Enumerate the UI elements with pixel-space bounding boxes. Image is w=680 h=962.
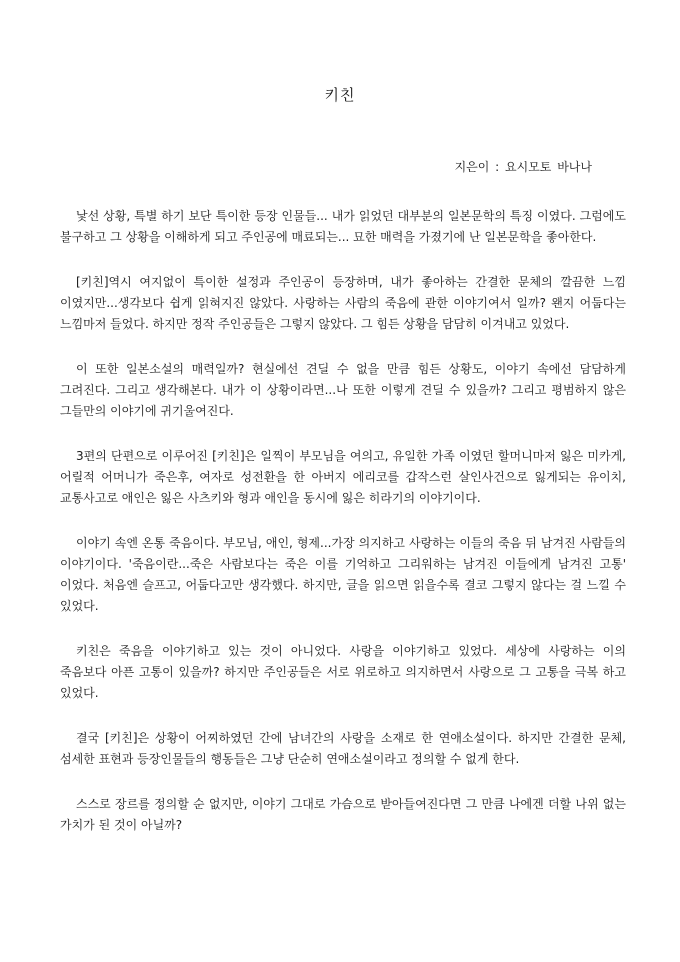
document-body — [60, 206, 626, 860]
paragraph-1: 낯선 상황, 특별 하기 보단 특이한 등장 인물들... 내가 읽었던 대부분의 일본문학의 특징 이였다. 그럼에도 불구하고 그 상황을 이해하게 되고 주인공에 매료되는... 묘한 매력을 가졌기에 난 일본문학을 좋아한다. — [60, 209, 626, 244]
paragraph-6: 키친은 죽음을 이야기하고 있는 것이 아니었다. 사랑을 이야기하고 있었다. 세상에 사랑하는 이의 죽음보다 아픈 고통이 있을까? 하지만 주인공들은 서로 위로하고 의지하면서 사랑으로 그 고통을 극복 하고 있었다. — [60, 644, 626, 700]
paragraph-5: 이야기 속엔 온통 죽음이다. 부모님, 애인, 형제...가장 의지하고 사랑하는 이들의 죽음 뒤 남겨진 사람들의 이야기이다. '죽음이란...죽은 사람보다는 죽은 이를 기억하고 그리워하는 남겨진 이들에게 남겨진 고통' 이었다. 처음엔 슬프고, 어둡다고만 생각했다. 하지만, 글을 읽으면 읽을수록 결코 그렇지 않다는 걸 느낄 수 있었다. — [60, 536, 626, 613]
document-title: 키친 — [324, 86, 356, 104]
paragraph-2: [키친]역시 여지없이 특이한 설정과 주인공이 등장하며, 내가 좋아하는 간결한 문체의 깔끔한 느낌 이였지만...생각보다 쉽게 읽혀지진 않았다. 사랑하는 사람의 죽음에 관한 이야기여서 일까? 왠지 어둡다는 느낌마저 들었다. 하지만 정작 주인공들은 그렇지 않았다. 그 힘든 상황을 담담히 이겨내고 있었다. — [60, 275, 626, 331]
paragraph-8: 스스로 장르를 정의할 순 없지만, 이야기 그대로 가슴으로 받아들여진다면 그 만큼 나에겐 더할 나위 없는 가치가 된 것이 아닐까? — [60, 797, 626, 832]
paragraph-7: 결국 [키친]은 상황이 어찌하였던 간에 남녀간의 사랑을 소재로 한 연애소설이다. 하지만 간결한 문체, 섬세한 표현과 등장인물들의 행동들은 그냥 단순히 연애소설이라고 정의할 수 없게 한다. — [60, 731, 626, 766]
paragraph-4: 3편의 단편으로 이루어진 [키친]은 일찍이 부모님을 여의고, 유일한 가족 이였던 할머니마저 잃은 미카게, 어릴적 어머니가 죽은후, 여자로 성전환을 한 아버지 에리코를 갑작스런 살인사건으로 잃게되는 유이치, 교통사고로 애인은 잃은 사츠키와 형과 애인을 동시에 잃은 히라기의 이야기이다. — [60, 449, 626, 505]
paragraph-3: 이 또한 일본소설의 매력일까? 현실에선 견딜 수 없을 만큼 힘든 상황도, 이야기 속에선 담담하게 그려진다. 그리고 생각해본다. 내가 이 상황이라면...나 또한 이렇게 견딜 수 있을까? 그리고 평범하지 않은 그들만의 이야기에 귀기울여진다. — [60, 362, 626, 418]
author-line: 지은이 : 요시모토 바나나 — [454, 160, 592, 174]
